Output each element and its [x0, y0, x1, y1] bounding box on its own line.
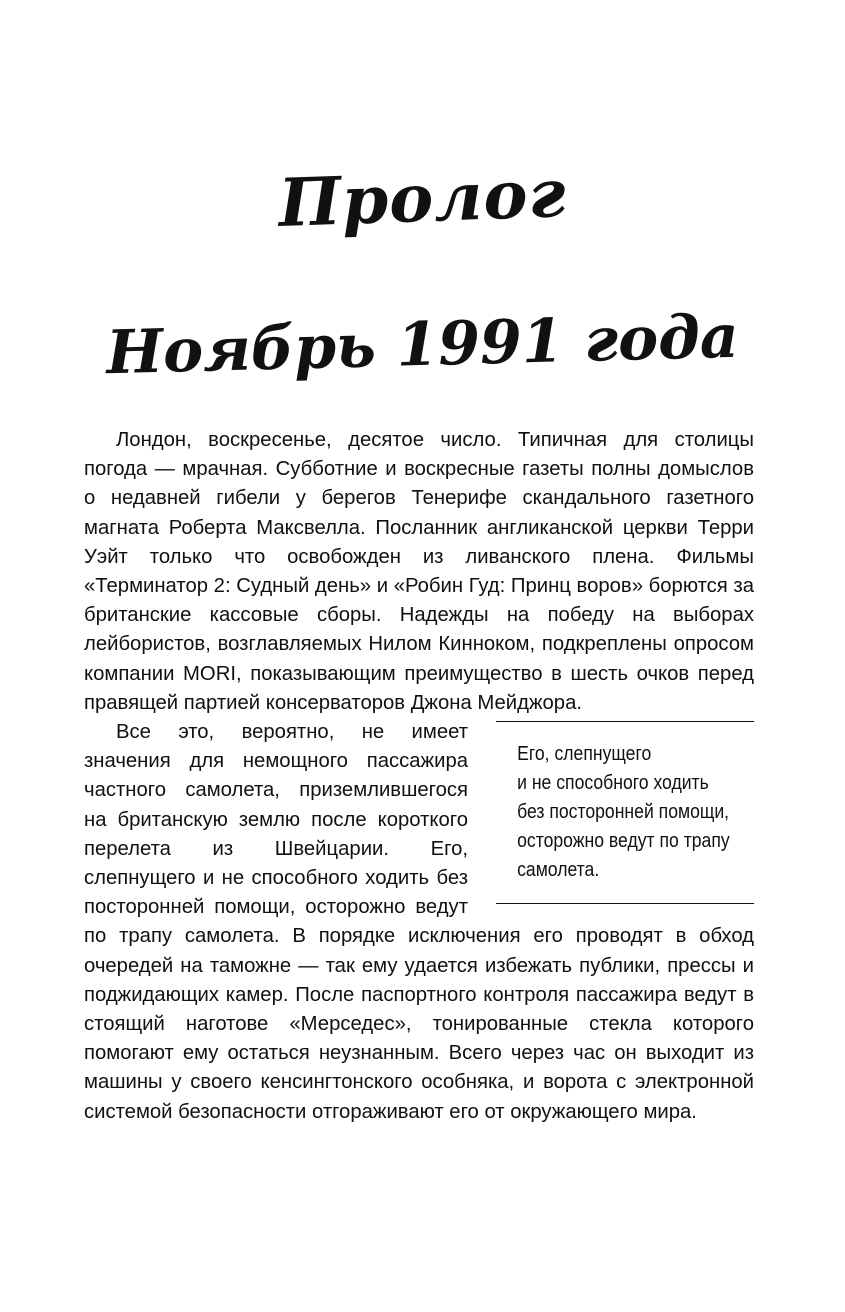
pull-quote-text — [496, 722, 755, 903]
pull-quote-line: Его, слепнущего — [517, 743, 652, 766]
pull-quote-line: самолета. — [517, 859, 600, 882]
paragraph-1: Лондон, воскресенье, десятое число. Типичная для столицы погода — мрачная. Субботние и воскресные газеты полны домыслов о недавней гибели у берегов Тенерифе скандального газетного магната Роберта Максвелла. Посланник англиканской церкви Терри Уэйт только что освобожден из ливанского плена. Фильмы «Терминатор 2: Судный день» и «Робин Гуд: Принц воров» борются за британские кассовые сборы. Надежды на победу на выборах лейбористов, возглавляемых Нилом Кинноком, подкреплены опросом компании MORI, показывающим преимущество в шесть очков перед правящей партией консерваторов Джона Мейджора. — [84, 429, 754, 714]
paragraph-2: Все это, вероятно, не имеет значения для немощного пассажира частного самолета, приземлившегося на британскую землю после короткого перелета из Швейцарии. Его, слепнущего и не способного ходить без посторонней помощи, осторожно ведут по трапу самолета. В порядке исключения его проводят в обход очередей на таможне — так ему удается избежать публики, прессы и поджидающих камер. После паспортного контроля пассажира ведут в стоящий наготове «Мерседес», тонированные стекла которого помогают ему остаться неузнанным. Всего через час он выходит из машины у своего кенсингтонского особняка, и ворота с электронной системой безопасности отгораживают его от окружающего мира. — [84, 721, 754, 1123]
body-text — [84, 426, 754, 1127]
pull-quote-line: без посторонней помощи, — [517, 801, 730, 824]
chapter-subtitle: Ноябрь 1991 года — [105, 301, 740, 389]
chapter-title: Пролог — [277, 153, 568, 243]
pull-quote-line: и не способного ходить — [517, 772, 709, 795]
pull-quote-bottom-rule — [496, 903, 754, 904]
pull-quote — [496, 721, 754, 904]
pull-quote-line: осторожно ведут по трапу — [517, 830, 730, 853]
